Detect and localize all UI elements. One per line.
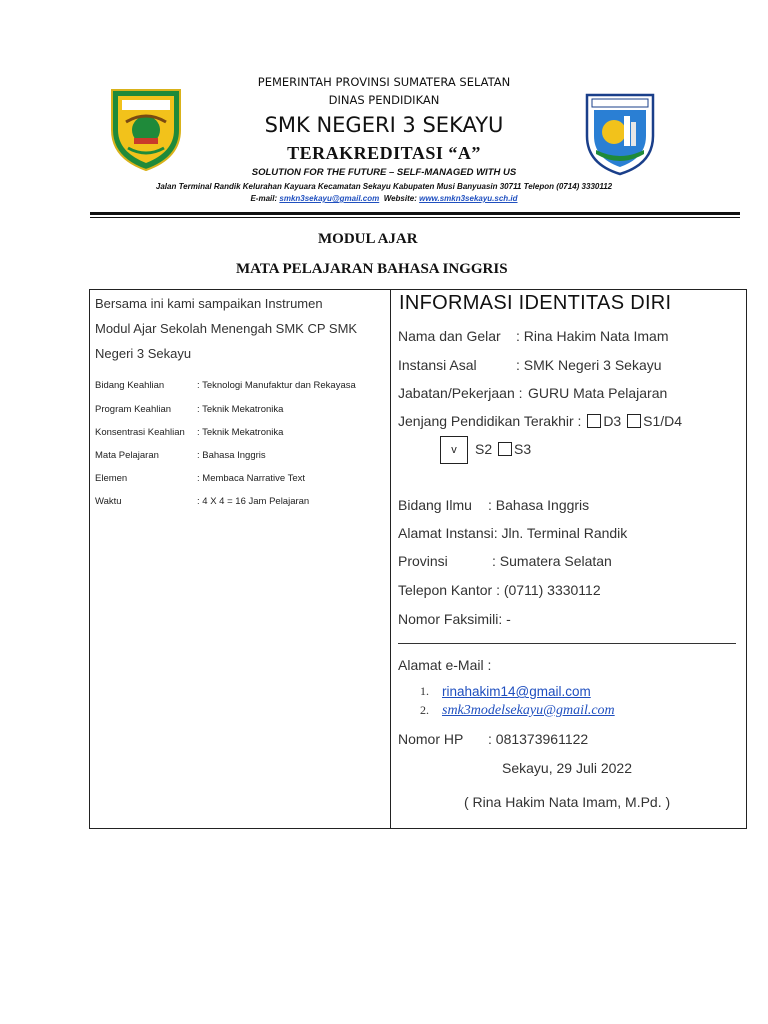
email-link-2[interactable]: smk3modelsekayu@gmail.com [442,703,615,718]
s2-checkbox-checked[interactable]: v [440,436,468,464]
email-number: 2. [420,703,429,717]
d3-label: D3 [603,413,622,429]
school-name: SMK NEGERI 3 SEKAYU [264,113,504,137]
province-value: : Sumatera Selatan [492,553,612,569]
government-line: PEMERINTAH PROVINSI SUMATERA SELATAN [257,75,511,89]
detail-value: : Bahasa Inggris [197,450,266,461]
s1-checkbox[interactable] [627,414,641,428]
hp-row [398,731,589,747]
detail-value: : 4 X 4 = 16 Jam Pelajaran [197,496,310,507]
email-link-1[interactable]: rinahakim14@gmail.com [442,684,591,699]
d3-checkbox[interactable] [587,414,601,428]
s1-label: S1/D4 [643,413,683,429]
education-row-2 [475,441,531,457]
hp-label: Nomor HP [398,731,464,747]
header-divider-thin [90,217,740,218]
province-label: Provinsi [398,553,448,569]
section-divider [398,643,736,644]
detail-value: : Teknik Mekatronika [197,404,284,415]
hp-value: : 081373961122 [488,731,589,747]
header-divider-thick [90,212,740,215]
document-title: MODUL AJAR [318,231,418,247]
detail-label: Waktu [95,496,122,507]
document-subtitle: MATA PELAJARAN BAHASA INGGRIS [236,261,508,277]
email-number: 1. [420,684,429,698]
name-value: : Rina Hakim Nata Imam [516,328,669,344]
address-value: Jln. Terminal Randik [501,525,628,541]
email-label: Alamat e-Mail : [398,657,492,673]
institution-row [398,357,662,373]
name-row [398,328,669,344]
detail-value: : Membaca Narrative Text [197,473,306,484]
name-label: Nama dan Gelar [398,328,501,344]
accreditation: TERAKREDITASI “A” [287,143,481,163]
education-label: Jenjang Pendidikan Terakhir : [398,413,582,429]
address-row [398,525,627,541]
detail-label: Bidang Keahlian [95,380,165,391]
identity-title: INFORMASI IDENTITAS DIRI [399,292,672,314]
table-column-divider [390,289,391,829]
intro-line-2: Modul Ajar Sekolah Menengah SMK CP SMK [95,321,358,336]
detail-label: Elemen [95,473,128,484]
school-email-link[interactable]: smkn3sekayu@gmail.com [279,194,380,203]
contact-line [0,194,768,203]
address-label: Alamat Instansi: [398,525,498,541]
job-value: GURU Mata Pelajaran [528,385,668,401]
institution-value: : SMK Negeri 3 Sekayu [516,357,662,373]
motto: SOLUTION FOR THE FUTURE – SELF-MANAGED WITH US [251,167,517,178]
detail-label: Konsentrasi Keahlian [95,427,185,438]
field-value: : Bahasa Inggris [488,497,590,513]
education-row [398,413,682,429]
province-row [398,553,612,569]
field-label: Bidang Ilmu [398,497,472,513]
job-label: Jabatan/Pekerjaan : [398,385,523,401]
field-row [398,497,590,513]
s3-checkbox[interactable] [498,442,512,456]
detail-label: Mata Pelajaran [95,450,159,461]
department-line: DINAS PENDIDIKAN [328,93,440,107]
intro-line-3: Negeri 3 Sekayu [95,346,192,361]
intro-line-1: Bersama ini kami sampaikan Instrumen [95,296,323,311]
signature-name: ( Rina Hakim Nata Imam, M.Pd. ) [464,794,671,810]
school-address: Jalan Terminal Randik Kelurahan Kayuara Kecamatan Sekayu Kabupaten Musi Banyuasin 30711 Telepon (0714) 3330112 [155,182,613,191]
fax-number: Nomor Faksimili: - [398,611,511,627]
s2-label: S2 [475,441,493,457]
place-date: Sekayu, 29 Juli 2022 [502,760,632,776]
website-label: Website: [383,194,420,203]
job-row [398,385,668,401]
institution-label: Instansi Asal [398,357,477,373]
email-label: E-mail: [250,194,280,203]
school-website-link[interactable]: www.smkn3sekayu.sch.id [419,194,518,203]
detail-value: : Teknik Mekatronika [197,427,284,438]
s3-label: S3 [514,441,532,457]
detail-label: Program Keahlian [95,404,172,415]
office-phone: Telepon Kantor : (0711) 3330112 [398,582,601,598]
detail-value: : Teknologi Manufaktur dan Rekayasa [197,380,356,391]
